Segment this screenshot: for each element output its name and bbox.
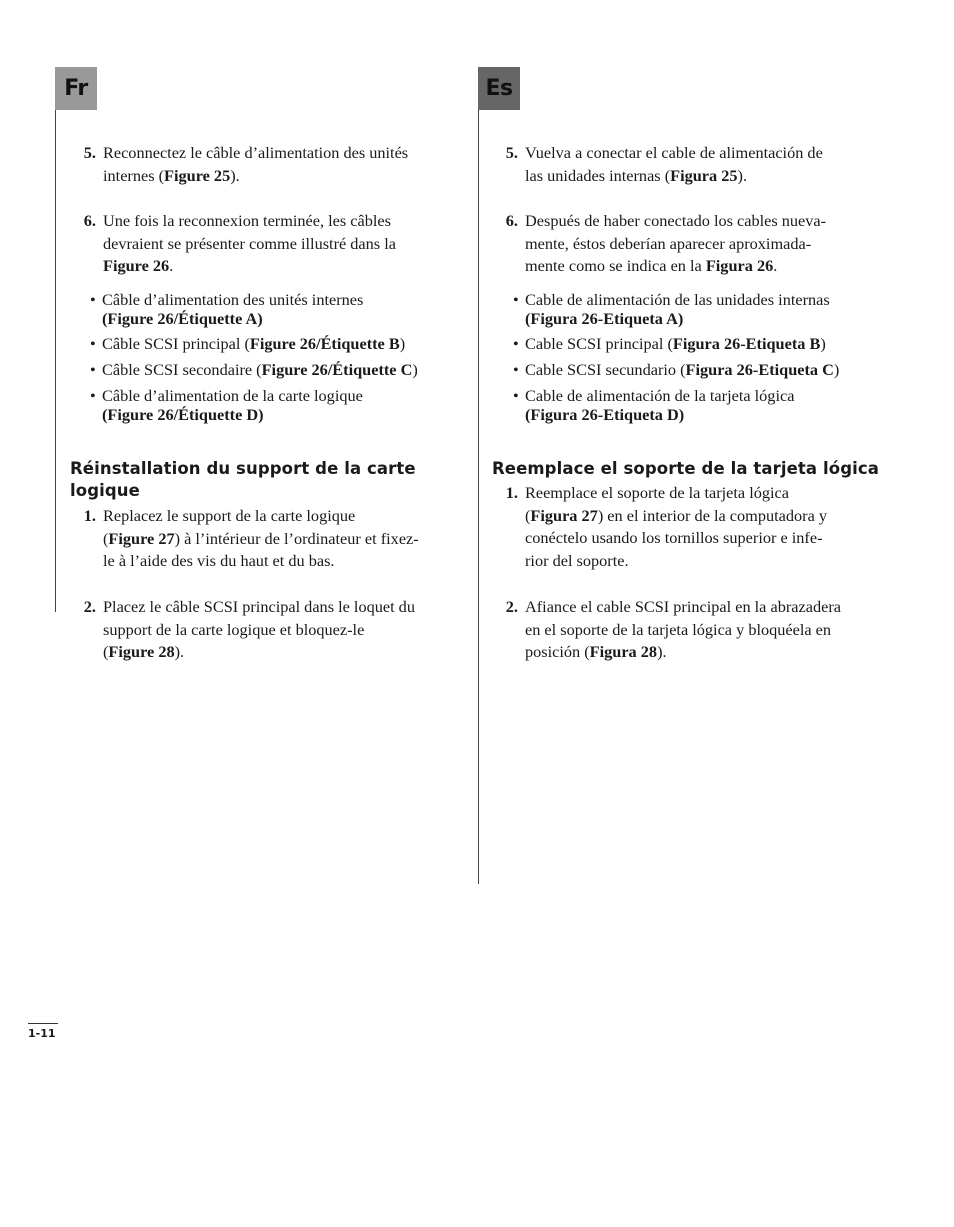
step-number: 2. <box>505 597 518 616</box>
step-number: 1. <box>83 506 96 525</box>
step-text: Replacez le support de la carte logique (Figure 27) à l’intérieur de l’ordinateur et fixez- le à l’aide des vis du haut et du bas. <box>103 506 419 570</box>
page-number-rule <box>28 1023 58 1024</box>
column-es: 5. Vuelva a conectar el cable de alimentación de las unidades internas (Figura 25). 6. Después de haber conectado los cables nueva- mente, éstos deberían aparecer aproximada- mente como se indica en la Figura 26. • Cable de alimentación de las unidades internas (Figura 26-Etiqueta A) • Cable SCSI principal (Figura 26-Etiqueta B) • Cable SCSI secundario (Figura 26-Etiqueta C) • Cable de alimentación de la tarjeta lógica (Figura 26-Etiqueta D) Reemplace el soporte de la tarjeta lógica 1. Reemplace el soporte de la tarjeta lógica (Figura 27) en el interior de la computadora y conéctelo usando los tornillos superior e infe- rior del soporte. 2. Afiance el cable SCSI principal en la abrazadera en el soporte de la tarjeta lógica y bloquéela en posición (Figura 28). <box>492 0 912 1227</box>
step-text: Afiance el cable SCSI principal en la abrazadera en el soporte de la tarjeta lógica y bloquéela en posición (Figura 28). <box>525 597 841 661</box>
language-tab-fr: Fr <box>55 67 97 110</box>
section-heading: Réinstallation du support de la carte logique <box>70 459 416 500</box>
column-rule-es <box>478 110 479 884</box>
step-text: Une fois la reconnexion terminée, les câbles devraient se présenter comme illustré dans la Figure 26. <box>103 211 396 275</box>
step-text: Reconnectez le câble d’alimentation des unités internes (Figure 25). <box>103 143 409 185</box>
step-number: 6. <box>505 211 518 230</box>
step-number: 2. <box>83 597 96 616</box>
step-number: 5. <box>83 143 96 162</box>
step-number: 5. <box>505 143 518 162</box>
step-text: Después de haber conectado los cables nueva- mente, éstos deberían aparecer aproximada- mente como se indica en la Figura 26. <box>525 211 827 275</box>
column-rule-fr <box>55 110 56 612</box>
column-fr: 5. Reconnectez le câble d’alimentation des unités internes (Figure 25). 6. Une fois la reconnexion terminée, les câbles devraient se présenter comme illustré dans la Figure 26. • Câble d’alimentation des unités internes (Figure 26/Étiquette A) • Câble SCSI principal (Figure 26/Étiquette B) • Câble SCSI secondaire (Figure 26/Étiquette C) • Câble d’alimentation de la carte logique (Figure 26/Étiquette D) Réinstallation du support de la carte logique 1. Replacez le support de la carte logique (Figure 27) à l’intérieur de l’ordinateur et fixez- le à l’aide des vis du haut et du bas. 2. Placez le câble SCSI principal dans le loquet du support de la carte logique et bloquez-le (Figure 28). <box>70 0 470 1227</box>
section-heading: Reemplace el soporte de la tarjeta lógica <box>492 459 879 478</box>
language-tab-es: Es <box>478 67 520 110</box>
step-number: 6. <box>83 211 96 230</box>
step-number: 1. <box>505 483 518 502</box>
step-text: Vuelva a conectar el cable de alimentación de las unidades internas (Figura 25). <box>525 143 823 185</box>
step-text: Placez le câble SCSI principal dans le loquet du support de la carte logique et bloquez-le (Figure 28). <box>103 597 415 661</box>
step-text: Reemplace el soporte de la tarjeta lógica (Figura 27) en el interior de la computadora y conéctelo usando los tornillos superior e infe- rior del soporte. <box>525 483 828 570</box>
page-number: 1-11 <box>28 1027 56 1040</box>
